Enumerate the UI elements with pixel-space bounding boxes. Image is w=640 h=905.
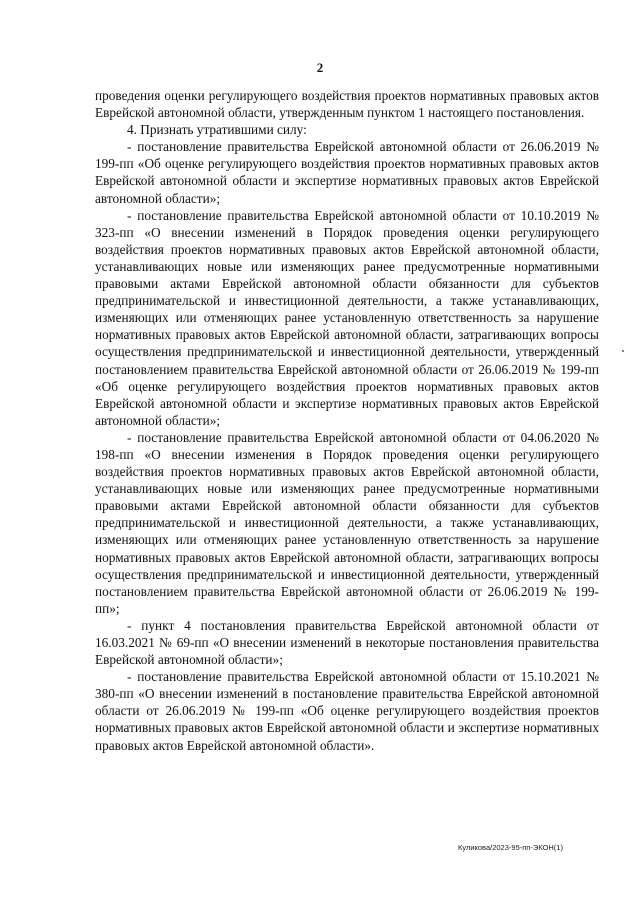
scan-speck (622, 350, 624, 352)
paragraph-clause-4: 4. Признать утратившими силу: (127, 122, 307, 138)
page-number: 2 (316, 60, 324, 75)
list-item-repealed-69-pp: - пункт 4 постановления правительства Еврейской автономной области от 16.03.2021 № 69-пп «О внесении изменений в некоторые постановления правительства Еврейской автономной области»; (95, 617, 599, 668)
paragraph-continuation: проведения оценки регулирующего воздействия проектов нормативных правовых актов Еврейской автономной области, утвержденным пунктом 1 настоящего постановления. (95, 88, 599, 121)
list-item-repealed-380-pp: - постановление правительства Еврейской автономной области от 15.10.2021 № 380-пп «О внесении изменений в постановление правительства Еврейской автономной области от 26.06.2019 № 199-пп «Об оценке регулирующего воздействия проектов нормативных правовых актов Еврейской автономной области и экспертизе нормативных правовых актов Еврейской автономной области». (95, 669, 599, 753)
list-item-repealed-199-pp: - постановление правительства Еврейской автономной области от 26.06.2019 № 199-пп «Об оценке регулирующего воздействия проектов нормативных правовых актов Еврейской автономной области и экспертизе нормативных правовых актов Еврейской автономной области»; (95, 139, 599, 206)
document-body (95, 87, 599, 754)
list-item-repealed-323-pp: - постановление правительства Еврейской автономной области от 10.10.2019 № 323-пп «О внесении изменений в Порядок проведения оценки регулирующего воздействия проектов нормативных правовых актов Еврейской автономной области, устанавливающих новые или изменяющих ранее предусмотренные нормативными правовыми актами Еврейской автономной области обязанности для субъектов предпринимательской и инвестиционной деятельности, а также устанавливающих, изменяющих или отменяющих ранее установленную ответственность за нарушение нормативных правовых актов Еврейской автономной области, затрагивающих вопросы осуществления предпринимательской и инвестиционной деятельности, утвержденный постановлением правительства Еврейской автономной области от 26.06.2019 № 199-пп «Об оценке регулирующего воздействия проектов нормативных правовых актов Еврейской автономной области и экспертизе нормативных правовых актов Еврейской автономной области»; (95, 207, 599, 428)
footer-document-code: Куликова/2023-95-пп-ЭКОН(1) (458, 843, 563, 852)
list-item-repealed-198-pp: - постановление правительства Еврейской автономной области от 04.06.2020 № 198-пп «О внесении изменения в Порядок проведения оценки регулирующего воздействия проектов нормативных правовых актов Еврейской автономной области, устанавливающих новые или изменяющих ранее предусмотренные нормативными правовыми актами Еврейской автономной области обязанности для субъектов предпринимательской и инвестиционной деятельности, а также устанавливающих, изменяющих или отменяющих ранее установленную ответственность за нарушение нормативных правовых актов Еврейской автономной области, затрагивающих вопросы осуществления предпринимательской и инвестиционной деятельности, утвержденный постановлением правительства Еврейской автономной области от 26.06.2019 № 199-пп»; (95, 429, 599, 616)
